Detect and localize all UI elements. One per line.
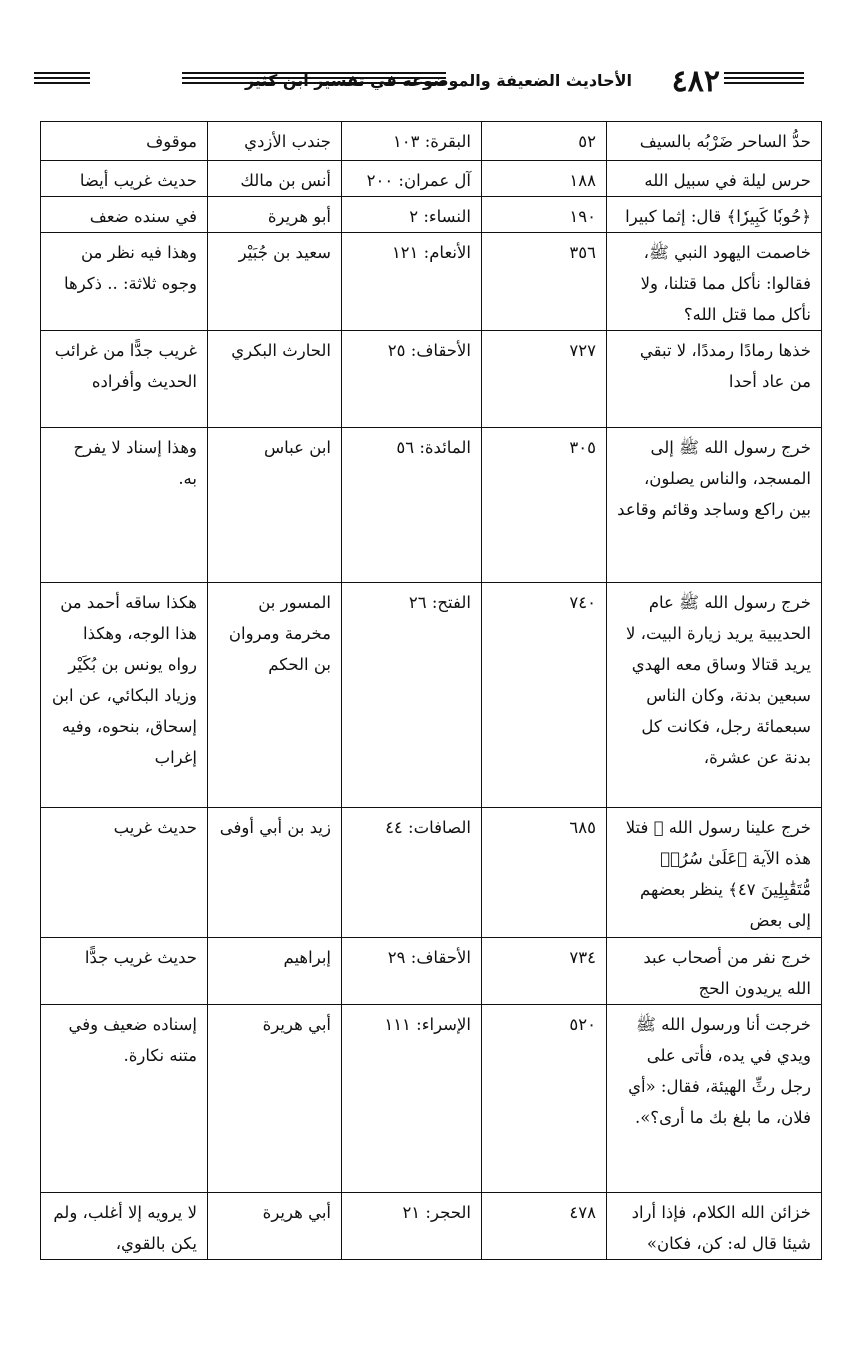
header-rule-left — [34, 72, 90, 86]
hadith-number — [482, 428, 607, 583]
hadith-grade: حديث غريب أيضا — [41, 161, 208, 197]
table-row — [41, 1193, 822, 1260]
hadith-text: خرج رسول الله ﷺ عام الحديبية يريد زيارة البيت، لا يريد قتالا وساق معه الهدي سبعين بدنة، وكان الناس سبعمائة رجل، فكانت كل بدنة عن عشرة، — [607, 583, 822, 808]
sura-reference: الأحقاف: ٢٩ — [342, 938, 482, 1005]
hadith-text: حرس ليلة في سبيل الله — [607, 161, 822, 197]
hadith-number-label: ٥٢٠ — [569, 1015, 596, 1034]
sura-reference: آل عمران: ٢٠٠ — [342, 161, 482, 197]
hadith-number-label: ٧٤٠ — [569, 593, 596, 612]
hadith-number-label: ٧٣٤ — [569, 948, 596, 967]
hadith-grade: غريب جدًّا من غرائب الحديث وأفراده — [41, 331, 208, 428]
hadith-grade: إسناده ضعيف وفي متنه نكارة. — [41, 1005, 208, 1193]
hadith-index-table — [40, 121, 822, 1260]
hadith-number — [482, 161, 607, 197]
table-row — [41, 161, 822, 197]
hadith-text: خزائن الله الكلام، فإذا أراد شيئا قال له: كن، فكان» — [607, 1193, 822, 1260]
narrator: أنس بن مالك — [208, 161, 342, 197]
hadith-number — [482, 233, 607, 331]
narrator: ابن عباس — [208, 428, 342, 583]
hadith-number — [482, 808, 607, 938]
sura-reference: المائدة: ٥٦ — [342, 428, 482, 583]
hadith-grade: لا يرويه إلا أغلب، ولم يكن بالقوي، — [41, 1193, 208, 1260]
header-rule-right — [724, 72, 804, 86]
sura-reference: البقرة: ١٠٣ — [342, 122, 482, 161]
hadith-number-label: ٥٢ — [578, 132, 596, 151]
hadith-number — [482, 122, 607, 161]
table-row — [41, 583, 822, 808]
table-body — [41, 122, 822, 1260]
hadith-text: حدُّ الساحر ضَرْبُه بالسيف — [607, 122, 822, 161]
hadith-number-label: ١٩٠ — [569, 207, 596, 226]
hadith-text: خذها رمادًا رمددًا، لا تبقي من عاد أحدا — [607, 331, 822, 428]
hadith-text: خرجت أنا ورسول الله ﷺ ويدي في يده، فأتى على رجل رثِّ الهيئة، فقال: «أي فلان، ما بلغ بك ما أرى؟». — [607, 1005, 822, 1193]
table-row — [41, 122, 822, 161]
table-row — [41, 331, 822, 428]
table-row — [41, 808, 822, 938]
hadith-number — [482, 1005, 607, 1193]
sura-reference: الإسراء: ١١١ — [342, 1005, 482, 1193]
hadith-grade: وهذا إسناد لا يفرح به. — [41, 428, 208, 583]
narrator: أبي هريرة — [208, 1193, 342, 1260]
narrator: أبي هريرة — [208, 1005, 342, 1193]
narrator: أبو هريرة — [208, 197, 342, 233]
table-row — [41, 938, 822, 1005]
hadith-grade: هكذا ساقه أحمد من هذا الوجه، وهكذا رواه يونس بن بُكَيْر وزياد البكائي، عن ابن إسحاق، بنحوه، وفيه إغراب — [41, 583, 208, 808]
hadith-grade: حديث غريب — [41, 808, 208, 938]
sura-reference: النساء: ٢ — [342, 197, 482, 233]
hadith-text: ﴿حُوبٗا كَبِيرٗا﴾ قال: إثما كبيرا — [607, 197, 822, 233]
hadith-text: خاصمت اليهود النبي ﷺ، فقالوا: نأكل مما قتلنا، ولا نأكل مما قتل الله؟ — [607, 233, 822, 331]
sura-reference: الفتح: ٢٦ — [342, 583, 482, 808]
hadith-number-label: ٦٨٥ — [569, 818, 596, 837]
hadith-grade: موقوف — [41, 122, 208, 161]
table-row — [41, 233, 822, 331]
page-header — [34, 62, 804, 102]
narrator: المسور بن مخرمة ومروان بن الحكم — [208, 583, 342, 808]
hadith-number — [482, 1193, 607, 1260]
narrator: إبراهيم — [208, 938, 342, 1005]
narrator: سعيد بن جُبَيْر — [208, 233, 342, 331]
table-row — [41, 197, 822, 233]
hadith-number-label: ٧٢٧ — [569, 341, 596, 360]
page-number: ٤٨٢ — [671, 64, 720, 99]
sura-reference: الأحقاف: ٢٥ — [342, 331, 482, 428]
hadith-grade: حديث غريب جدًّا — [41, 938, 208, 1005]
hadith-number — [482, 938, 607, 1005]
hadith-number-label: ١٨٨ — [569, 171, 596, 190]
hadith-text: خرج نفر من أصحاب عبد الله يريدون الحج — [607, 938, 822, 1005]
hadith-grade: في سنده ضعف — [41, 197, 208, 233]
hadith-text: خرج علينا رسول الله ﷺ فتلا هذه الآية ﴿عَلَىٰ سُرُرٖ مُّتَقَٰبِلِينَ ٤٧﴾ ينظر بعضهم إلى بعض — [607, 808, 822, 938]
table-row — [41, 428, 822, 583]
sura-reference: الصافات: ٤٤ — [342, 808, 482, 938]
sura-reference: الأنعام: ١٢١ — [342, 233, 482, 331]
hadith-number-label: ٣٠٥ — [569, 438, 596, 457]
narrator: جندب الأزدي — [208, 122, 342, 161]
hadith-number-label: ٤٧٨ — [569, 1203, 596, 1222]
narrator: الحارث البكري — [208, 331, 342, 428]
hadith-number-label: ٣٥٦ — [569, 243, 596, 262]
hadith-number — [482, 331, 607, 428]
hadith-grade: وهذا فيه نظر من وجوه ثلاثة: .. ذكرها — [41, 233, 208, 331]
hadith-number — [482, 583, 607, 808]
hadith-number — [482, 197, 607, 233]
hadith-text: خرج رسول الله ﷺ إلى المسجد، والناس يصلون، بين راكع وساجد وقائم وقاعد — [607, 428, 822, 583]
sura-reference: الحجر: ٢١ — [342, 1193, 482, 1260]
narrator: زيد بن أبي أوفى — [208, 808, 342, 938]
table-row — [41, 1005, 822, 1193]
book-title: الأحاديث الضعيفة والموضوعة في تفسير ابن كثير — [244, 71, 632, 90]
